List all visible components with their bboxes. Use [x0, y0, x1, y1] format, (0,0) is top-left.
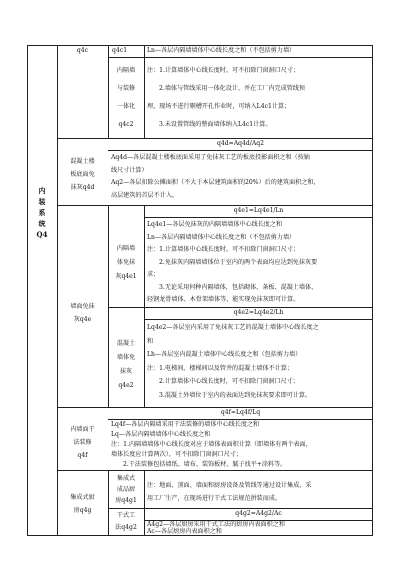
q4g1-desc: 注：地面、顶面、墙面和厨房设备及管线等通过设计集成、采 用工厂生产，在现场进行干式工法规范拼装而成。 [147, 482, 312, 502]
table-border-bottom [27, 535, 373, 536]
indicator-table [27, 45, 373, 536]
q4e2-formula: q4e2=Lq4e2/Lh [233, 309, 284, 316]
divider-q4e2-formula [144, 319, 373, 320]
table-border-right [372, 45, 373, 536]
q4c2-label: 内隔墙 与装修 一体化 q4c2 [116, 67, 136, 128]
q4c1-code: q4c1 [112, 47, 128, 54]
q4e-label: 墙面免抹 灰q4e [70, 303, 95, 323]
divider-q4g [57, 470, 373, 471]
divider-q4g-content [144, 470, 145, 536]
q4c-notes: 注：1.计算墙体中心线长度时，可不扣除门窗洞口尺寸； 2.墙体与管线采用一体化设计，并在工厂内完成管线预 埋，现场不进行剔槽开孔作业时，可纳入L4c1计算； 3.未设置管线的整面墙体纳入L4c1计算。 [147, 67, 305, 128]
divider-q4c-content [144, 45, 145, 138]
divider-q4e1-formula [144, 217, 373, 218]
divider-q4d-formula [108, 150, 373, 151]
q4g-label: 集成式厨 房q4g [70, 494, 95, 514]
q4c-line1: Ln—各层内隔墙墙体中心线长度之和（不包括剪力墙） [147, 47, 296, 54]
q4e1-label: 内隔墙 体免抹 灰q4e1 [115, 245, 137, 280]
q4e2-label: 混凝土 墙体免 抹灰 q4e2 [116, 340, 136, 389]
category-label: 内装系统Q4 [36, 186, 48, 239]
q4g1-label: 集成式 成品厨 房q4g1 [115, 475, 137, 504]
q4g2-label: 干式工 法q4g2 [115, 512, 137, 531]
table-border-left [27, 45, 28, 536]
divider-q4e-content [144, 205, 145, 407]
q4f-formula: q4f=Lq4f/Lq [220, 409, 261, 416]
q4e1-formula: q4e1=Lq4e1/Ln [233, 207, 284, 214]
q4e1-desc: Lq4e1—各层免抹灰的内隔墙墙体中心线长度之和 Ln—各层内隔墙墙体中心线长度之和（不包括剪力墙） 注：1.计算墙体中心线长度时，可不扣除门窗洞口尺寸； 2.免抹灰内隔墙墙体位于室内的两个表面均应达到免抹灰要 求； 3.无论采用何种内隔墙体，包括砌体、条板、混凝土墙体、 轻钢龙骨墙体、木骨架墙体等，能实现免抹灰即可计算。 [147, 221, 318, 303]
q4g2-desc: A4g2—各层厨房采用干式工法的厨房内表面积之和 Ac—各层厨房内表面积之和 [147, 521, 285, 535]
q4d-desc: Aq4d—各层混凝土楼板底面采用了免抹灰工艺的板底投影面积之和（按轴 线尺寸计算） Aq2—各层扣除公摊面积（不大于本层建筑面积的20%）后的建筑面积之和， 高层建筑的首层不计入。 [111, 154, 320, 199]
q4f-desc: Lq4f—各层内隔墙采用干法装修的墙体中心线长度之和 Lq—各层内隔墙墙体中心线长度之和 注：1.内隔墙墙体中心线长度对应于墙体表面积计算（即墙体有两个表面， 墙体长度应计算两次），可不扣除门窗洞口尺寸； 2.干法装修包括墙纸、墙布、装饰板材、腻子找平+涂料等。 [111, 421, 312, 468]
q4f-label: 内墙面干 法装修 q4f [70, 426, 95, 459]
q4c-code: q4c [76, 47, 89, 54]
q4d-label: 混凝土楼 板底面免 抹灰q4d [70, 158, 95, 191]
divider-category [57, 45, 58, 536]
q4d-formula: q4d=Aq4d/Aq2 [216, 140, 265, 147]
q4e2-desc: Lq4e2—各层室内采用了免抹灰工艺的混凝土墙体中心线长度之 和 Lh—各层室内混凝土墙体中心线长度之和（包括剪力墙） 注：1.电梯间、楼梯间以及管井的混凝土墙体不计算； 2.计算墙体中心线长度时，可不扣除门窗洞口尺寸； 3.混凝土外墙位于室内的表面达到免抹灰要求即可计算。 [147, 324, 319, 399]
divider-q4c-row [108, 57, 373, 58]
q4g2-formula: q4g2=A4g2/Ac [235, 510, 282, 517]
